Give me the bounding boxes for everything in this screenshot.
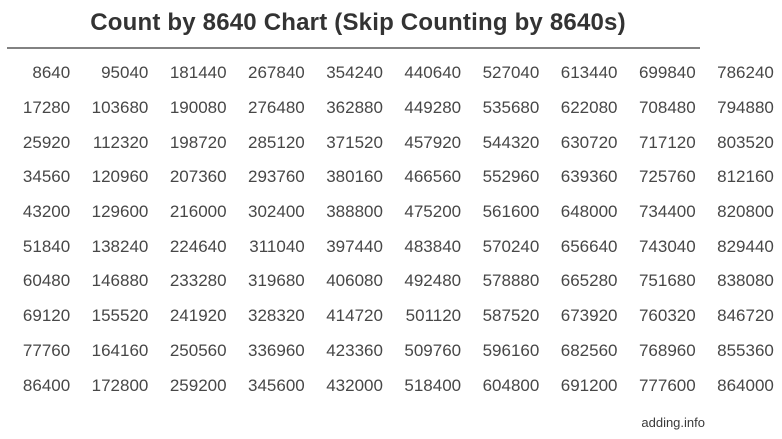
grid-cell: 311040 xyxy=(249,236,305,256)
grid-cell: 475200 xyxy=(404,202,462,222)
grid-cell: 639360 xyxy=(560,167,618,187)
grid-cell: 440640 xyxy=(404,63,462,83)
grid-cell: 846720 xyxy=(717,306,774,326)
grid-cell: 561600 xyxy=(482,202,540,222)
grid-cell: 43200 xyxy=(22,202,71,222)
grid-cell: 768960 xyxy=(638,340,696,360)
grid-cell: 432000 xyxy=(326,375,383,395)
grid-cell: 95040 xyxy=(101,63,149,83)
grid-cell: 812160 xyxy=(717,167,774,187)
grid-cell: 207360 xyxy=(169,167,227,187)
grid-cell: 285120 xyxy=(248,132,305,152)
grid-cell: 181440 xyxy=(169,63,227,83)
grid-row xyxy=(0,229,782,264)
grid-cell: 129600 xyxy=(91,202,149,222)
grid-cell: 501120 xyxy=(405,306,462,326)
grid-cell: 164160 xyxy=(91,340,149,360)
grid-cell: 103680 xyxy=(91,98,149,118)
grid-cell: 864000 xyxy=(717,375,774,395)
grid-cell: 345600 xyxy=(248,375,305,395)
grid-cell: 691200 xyxy=(560,375,618,395)
grid-cell: 190080 xyxy=(169,98,227,118)
grid-cell: 492480 xyxy=(404,271,462,291)
grid-cell: 172800 xyxy=(91,375,149,395)
grid-cell: 371520 xyxy=(326,132,383,152)
grid-cell: 596160 xyxy=(482,340,540,360)
grid-cell: 725760 xyxy=(638,167,696,187)
grid-cell: 838080 xyxy=(717,271,774,291)
grid-cell: 406080 xyxy=(326,271,383,291)
grid-row xyxy=(0,125,782,160)
grid-cell: 259200 xyxy=(169,375,227,395)
grid-cell: 535680 xyxy=(482,98,540,118)
grid-cell: 302400 xyxy=(248,202,305,222)
grid-cell: 794880 xyxy=(717,98,774,118)
grid-cell: 241920 xyxy=(169,306,227,326)
grid-cell: 146880 xyxy=(91,271,149,291)
grid-row xyxy=(0,56,782,91)
grid-cell: 578880 xyxy=(482,271,540,291)
grid-cell: 397440 xyxy=(326,236,383,256)
grid-cell: 855360 xyxy=(717,340,774,360)
grid-cell: 51840 xyxy=(22,236,71,256)
grid-cell: 648000 xyxy=(560,202,618,222)
grid-cell: 293760 xyxy=(248,167,305,187)
grid-row xyxy=(0,195,782,230)
grid-cell: 216000 xyxy=(169,202,227,222)
grid-cell: 483840 xyxy=(404,236,462,256)
grid-cell: 60480 xyxy=(22,271,71,291)
grid-cell: 276480 xyxy=(248,98,305,118)
grid-cell: 717120 xyxy=(638,132,696,152)
grid-cell: 414720 xyxy=(326,306,383,326)
grid-cell: 25920 xyxy=(22,132,71,152)
grid-cell: 673920 xyxy=(560,306,618,326)
page-title: Count by 8640 Chart (Skip Counting by 8640s) xyxy=(90,9,626,36)
grid-cell: 155520 xyxy=(91,306,149,326)
grid-cell: 362880 xyxy=(326,98,383,118)
grid-cell: 86400 xyxy=(22,375,71,395)
grid-cell: 777600 xyxy=(638,375,696,395)
grid-row xyxy=(0,91,782,126)
grid-cell: 622080 xyxy=(560,98,618,118)
grid-cell: 803520 xyxy=(717,132,774,152)
grid-cell: 69120 xyxy=(22,306,71,326)
number-grid-body xyxy=(0,56,782,403)
grid-cell: 319680 xyxy=(248,271,305,291)
grid-cell: 760320 xyxy=(638,306,696,326)
grid-cell: 328320 xyxy=(248,306,305,326)
grid-row xyxy=(0,160,782,195)
grid-cell: 743040 xyxy=(638,236,696,256)
grid-cell: 388800 xyxy=(326,202,383,222)
grid-cell: 527040 xyxy=(482,63,540,83)
grid-cell: 267840 xyxy=(248,63,305,83)
grid-cell: 829440 xyxy=(717,236,774,256)
grid-row xyxy=(0,368,782,403)
grid-cell: 751680 xyxy=(638,271,696,291)
grid-cell: 682560 xyxy=(560,340,618,360)
grid-cell: 120960 xyxy=(91,167,149,187)
grid-cell: 786240 xyxy=(717,63,774,83)
grid-cell: 250560 xyxy=(169,340,227,360)
grid-row xyxy=(0,264,782,299)
grid-cell: 336960 xyxy=(248,340,305,360)
grid-cell: 544320 xyxy=(482,132,540,152)
grid-cell: 354240 xyxy=(326,63,383,83)
grid-cell: 8640 xyxy=(32,63,71,83)
grid-cell: 224640 xyxy=(169,236,227,256)
grid-cell: 552960 xyxy=(482,167,540,187)
site-credit: adding.info xyxy=(641,415,705,430)
title-divider xyxy=(7,47,700,49)
grid-cell: 112320 xyxy=(92,132,149,152)
grid-cell: 665280 xyxy=(560,271,618,291)
grid-cell: 820800 xyxy=(717,202,774,222)
grid-cell: 77760 xyxy=(22,340,71,360)
grid-cell: 138240 xyxy=(91,236,149,256)
grid-cell: 734400 xyxy=(638,202,696,222)
grid-row xyxy=(0,299,782,334)
grid-cell: 656640 xyxy=(560,236,618,256)
grid-cell: 699840 xyxy=(638,63,696,83)
number-grid xyxy=(0,56,782,403)
grid-cell: 34560 xyxy=(22,167,71,187)
grid-cell: 518400 xyxy=(404,375,462,395)
grid-cell: 708480 xyxy=(638,98,696,118)
grid-row xyxy=(0,334,782,369)
grid-cell: 630720 xyxy=(560,132,618,152)
grid-cell: 613440 xyxy=(560,63,618,83)
grid-cell: 423360 xyxy=(326,340,383,360)
grid-cell: 17280 xyxy=(22,98,71,118)
grid-cell: 587520 xyxy=(482,306,540,326)
grid-cell: 457920 xyxy=(404,132,462,152)
grid-cell: 604800 xyxy=(482,375,540,395)
grid-cell: 466560 xyxy=(404,167,462,187)
grid-cell: 449280 xyxy=(404,98,462,118)
grid-cell: 509760 xyxy=(404,340,462,360)
grid-cell: 380160 xyxy=(326,167,383,187)
grid-cell: 233280 xyxy=(169,271,227,291)
grid-cell: 198720 xyxy=(169,132,227,152)
grid-cell: 570240 xyxy=(482,236,540,256)
